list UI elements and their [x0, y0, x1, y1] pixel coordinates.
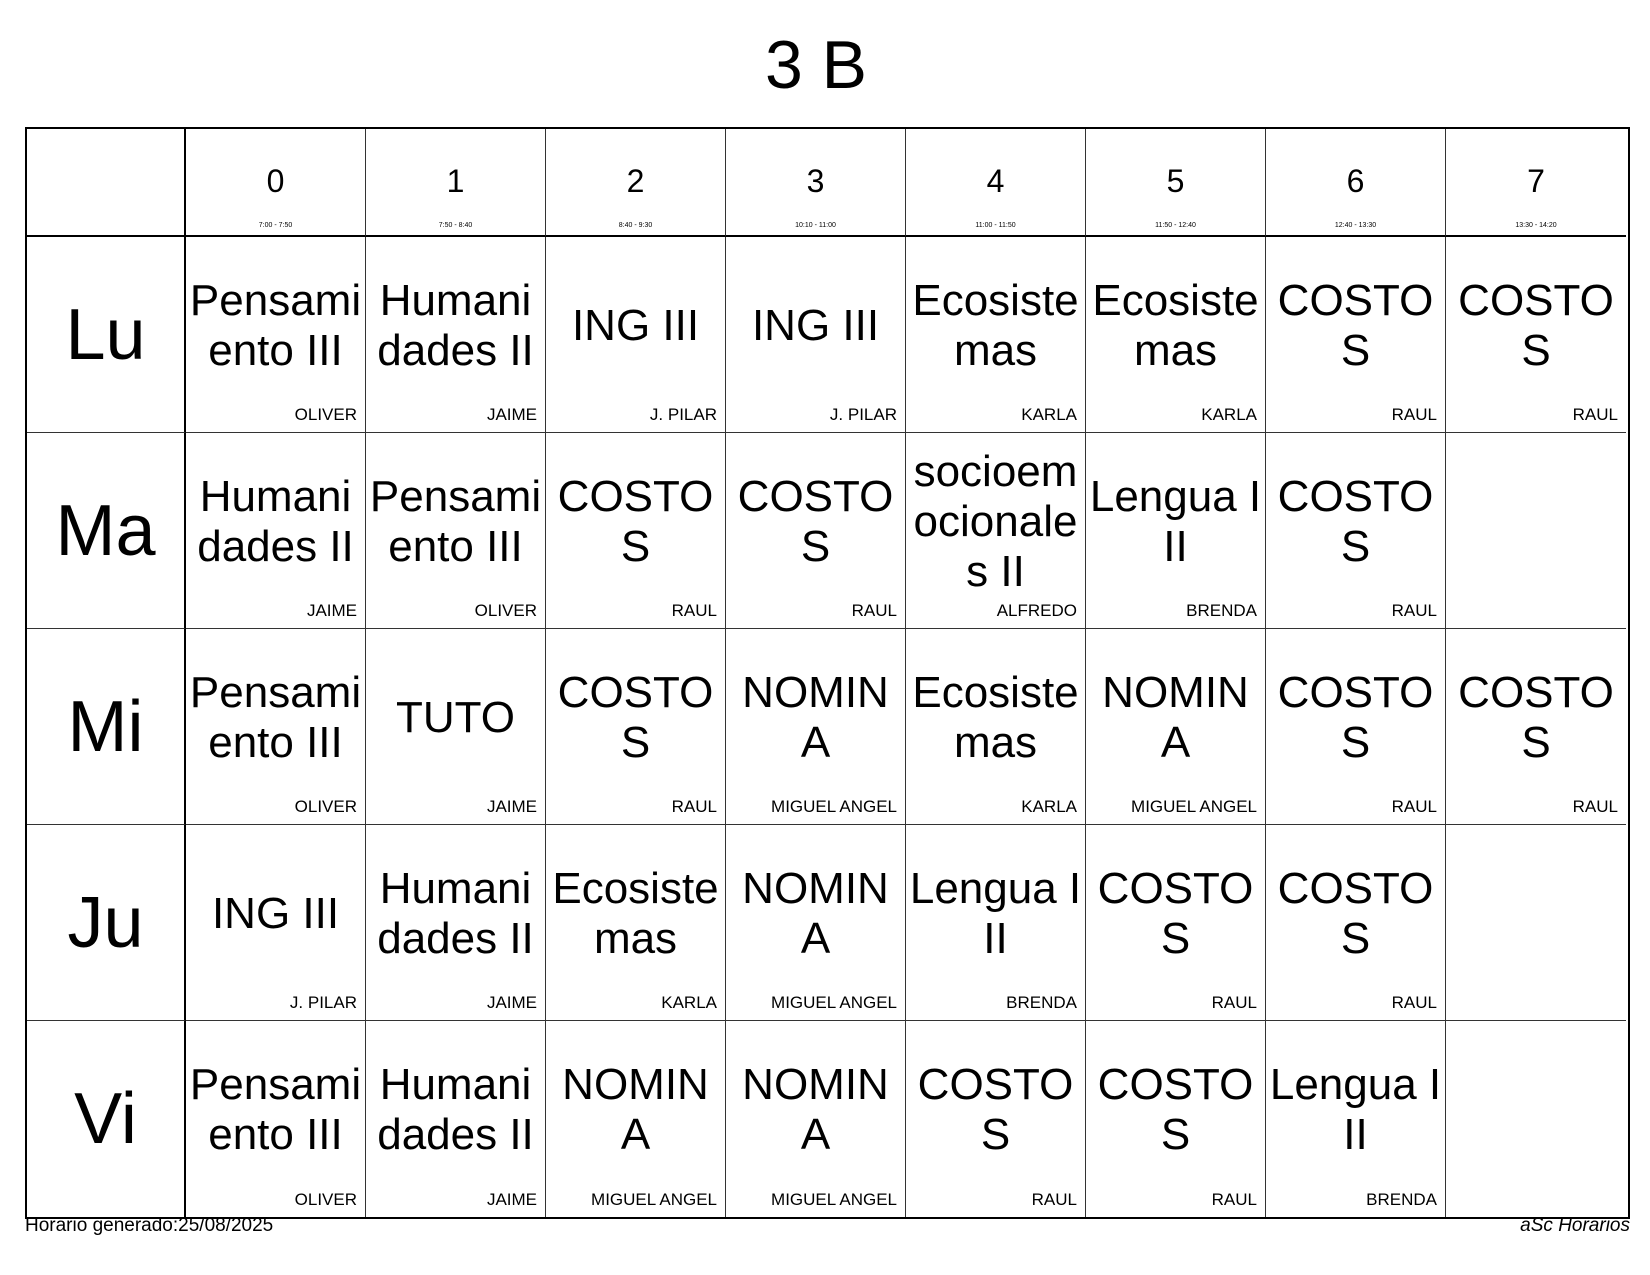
lesson-subject-text: Pensami ento III [369, 472, 542, 571]
lesson-cell [366, 629, 546, 825]
period-header [906, 129, 1086, 237]
lesson-subject-text: Humani dades II [377, 864, 534, 963]
lesson-teacher: MIGUEL ANGEL [591, 1190, 717, 1209]
lesson-cell [726, 1021, 906, 1217]
period-number: 0 [266, 163, 285, 199]
day-label: Vi [27, 1021, 186, 1217]
lesson-subject-text: NOMIN A [742, 1060, 889, 1159]
lesson-cell [1266, 1021, 1446, 1217]
period-number: 7 [1527, 163, 1545, 199]
lesson-teacher: RAUL [1391, 405, 1437, 424]
lesson-cell [546, 629, 726, 825]
period-time: 7:00 - 7:50 [258, 222, 293, 229]
lesson-teacher: BRENDA [1006, 993, 1077, 1012]
lesson-subject [1448, 1035, 1624, 1185]
page-title: 3 B [764, 27, 868, 103]
period-header [726, 129, 906, 237]
lesson-subject [728, 839, 903, 989]
period-header [366, 129, 546, 237]
lesson-cell [1266, 237, 1446, 433]
lesson-subject-text: Ecosiste mas [1092, 276, 1259, 375]
lesson-subject [1088, 251, 1263, 401]
lesson-subject-text: socioem ocionale s II [913, 447, 1078, 596]
lesson-subject [1448, 251, 1624, 401]
lesson-cell [1446, 629, 1626, 825]
lesson-subject-text: COSTO S [1458, 276, 1614, 375]
lesson-teacher: JAIME [306, 601, 357, 620]
lesson-cell [906, 237, 1086, 433]
lesson-subject-text: Lengua III [909, 864, 1082, 963]
lesson-teacher: OLIVER [294, 1190, 357, 1209]
lesson-teacher: RAUL [1391, 993, 1437, 1012]
day-label: Ju [27, 825, 186, 1021]
lesson-subject-text: COSTO S [1277, 864, 1434, 963]
lesson-teacher: BRENDA [1366, 1190, 1437, 1209]
lesson-teacher: RAUL [1211, 1190, 1257, 1209]
lesson-subject [728, 251, 903, 401]
lesson-subject-text: Lengua III [1089, 472, 1262, 571]
lesson-cell [1266, 825, 1446, 1021]
lesson-subject-text: NOMIN A [562, 1060, 709, 1159]
lesson-teacher: MIGUEL ANGEL [771, 1190, 897, 1209]
lesson-cell [1086, 825, 1266, 1021]
lesson-subject-text: Ecosiste mas [912, 276, 1079, 375]
lesson-subject-text: ING III [571, 301, 700, 350]
lesson-teacher: RAUL [1572, 797, 1618, 816]
lesson-subject-text: NOMIN A [1102, 668, 1249, 767]
period-number: 4 [986, 163, 1005, 199]
lesson-cell [726, 825, 906, 1021]
lesson-subject [728, 447, 903, 597]
period-time: 11:00 - 11:50 [975, 222, 1016, 229]
lesson-subject-text: Lengua III [1269, 1060, 1442, 1159]
lesson-subject [368, 839, 543, 989]
lesson-cell [1446, 825, 1626, 1021]
lesson-cell [186, 825, 366, 1021]
lesson-subject [188, 643, 363, 793]
period-header [1086, 129, 1266, 237]
lesson-cell [726, 433, 906, 629]
lesson-subject [1448, 839, 1624, 989]
period-header [1266, 129, 1446, 237]
period-time: 8:40 - 9:30 [618, 222, 653, 229]
lesson-subject [548, 643, 723, 793]
lesson-subject [368, 643, 543, 793]
lesson-teacher: RAUL [1211, 993, 1257, 1012]
lesson-teacher: RAUL [671, 797, 717, 816]
lesson-subject-text: ING III [211, 889, 340, 938]
lesson-cell [186, 237, 366, 433]
lesson-subject-text: TUTO [396, 693, 515, 742]
period-number: 6 [1346, 163, 1365, 199]
lesson-teacher: KARLA [1201, 405, 1257, 424]
lesson-teacher: JAIME [486, 993, 537, 1012]
lesson-subject [908, 1035, 1083, 1185]
lesson-cell [906, 629, 1086, 825]
lesson-subject-text: COSTO S [1277, 472, 1434, 571]
lesson-teacher: KARLA [1021, 797, 1077, 816]
timetable-grid [25, 127, 1630, 1219]
lesson-subject [548, 447, 723, 597]
lesson-teacher: RAUL [1391, 601, 1437, 620]
lesson-subject [1268, 643, 1443, 793]
lesson-subject [908, 839, 1083, 989]
lesson-subject-text: COSTO S [917, 1060, 1074, 1159]
day-label: Mi [27, 629, 186, 825]
period-header [1446, 129, 1626, 237]
lesson-teacher: MIGUEL ANGEL [1131, 797, 1257, 816]
day-label: Lu [27, 237, 186, 433]
lesson-teacher: JAIME [486, 797, 537, 816]
lesson-cell [186, 433, 366, 629]
lesson-cell [1086, 433, 1266, 629]
lesson-subject [1448, 447, 1624, 597]
lesson-subject [1268, 1035, 1443, 1185]
lesson-subject-text: NOMIN A [742, 864, 889, 963]
lesson-subject-text: Pensami ento III [189, 668, 362, 767]
lesson-teacher: RAUL [671, 601, 717, 620]
lesson-cell [366, 1021, 546, 1217]
lesson-cell [1266, 433, 1446, 629]
lesson-teacher: ALFREDO [996, 601, 1077, 620]
lesson-subject-text: Humani dades II [377, 1060, 534, 1159]
period-time: 7:50 - 8:40 [438, 222, 473, 229]
lesson-cell [366, 825, 546, 1021]
lesson-cell [186, 1021, 366, 1217]
lesson-subject-text: COSTO S [1458, 668, 1614, 767]
lesson-cell [546, 433, 726, 629]
lesson-teacher: J. PILAR [829, 405, 897, 424]
lesson-subject-text: Pensami ento III [189, 276, 362, 375]
lesson-subject-text: COSTO S [1277, 276, 1434, 375]
lesson-cell [726, 629, 906, 825]
lesson-cell [366, 433, 546, 629]
period-time: 10:10 - 11:00 [795, 222, 836, 229]
period-number: 1 [446, 163, 465, 199]
lesson-subject [1088, 447, 1263, 597]
lesson-subject [368, 447, 543, 597]
lesson-teacher: JAIME [486, 405, 537, 424]
period-number: 3 [806, 163, 825, 199]
lesson-subject-text: Pensami ento III [189, 1060, 362, 1159]
lesson-subject [908, 643, 1083, 793]
lesson-cell [1446, 1021, 1626, 1217]
lesson-cell [546, 237, 726, 433]
lesson-subject [908, 251, 1083, 401]
lesson-subject [1268, 839, 1443, 989]
lesson-subject [1088, 643, 1263, 793]
lesson-subject-text: COSTO S [1277, 668, 1434, 767]
brand-label: aSc Horarios [1520, 1215, 1630, 1236]
lesson-cell [906, 1021, 1086, 1217]
lesson-teacher: MIGUEL ANGEL [771, 797, 897, 816]
lesson-subject [548, 251, 723, 401]
lesson-teacher: RAUL [1391, 797, 1437, 816]
lesson-subject [188, 1035, 363, 1185]
lesson-subject [1268, 251, 1443, 401]
lesson-subject [368, 1035, 543, 1185]
day-label: Ma [27, 433, 186, 629]
lesson-subject [1268, 447, 1443, 597]
lesson-teacher: JAIME [486, 1190, 537, 1209]
lesson-subject-text: Ecosiste mas [912, 668, 1079, 767]
lesson-subject [548, 1035, 723, 1185]
lesson-cell [1446, 237, 1626, 433]
lesson-cell [1086, 629, 1266, 825]
period-number: 5 [1166, 163, 1185, 199]
period-number: 2 [626, 163, 645, 199]
lesson-teacher: MIGUEL ANGEL [771, 993, 897, 1012]
lesson-cell [366, 237, 546, 433]
lesson-subject-text: NOMIN A [742, 668, 889, 767]
lesson-subject [728, 1035, 903, 1185]
lesson-subject [1088, 1035, 1263, 1185]
lesson-subject-text: COSTO S [737, 472, 894, 571]
lesson-subject [1088, 839, 1263, 989]
lesson-teacher: KARLA [1021, 405, 1077, 424]
period-header [186, 129, 366, 237]
lesson-subject [368, 251, 543, 401]
lesson-subject [188, 447, 363, 597]
period-time: 12:40 - 13:30 [1334, 222, 1377, 229]
lesson-teacher: OLIVER [294, 405, 357, 424]
lesson-subject-text: COSTO S [557, 472, 714, 571]
period-time: 13:30 - 14:20 [1515, 222, 1557, 229]
period-header [546, 129, 726, 237]
lesson-teacher: RAUL [1572, 405, 1618, 424]
lesson-teacher: OLIVER [474, 601, 537, 620]
period-time: 11:50 - 12:40 [1155, 222, 1196, 229]
lesson-subject [188, 839, 363, 989]
lesson-subject [548, 839, 723, 989]
lesson-teacher: RAUL [1031, 1190, 1077, 1209]
lesson-cell [186, 629, 366, 825]
lesson-teacher: BRENDA [1186, 601, 1257, 620]
lesson-teacher: KARLA [661, 993, 717, 1012]
lesson-subject-text: ING III [751, 301, 880, 350]
lesson-subject [1448, 643, 1624, 793]
lesson-cell [1086, 1021, 1266, 1217]
lesson-subject-text: Ecosiste mas [552, 864, 719, 963]
lesson-subject-text: COSTO S [1097, 1060, 1254, 1159]
lesson-cell [546, 1021, 726, 1217]
lesson-cell [906, 825, 1086, 1021]
generated-date: Horario generado:25/08/2025 [25, 1215, 274, 1236]
lesson-cell [1086, 237, 1266, 433]
lesson-teacher: OLIVER [294, 797, 357, 816]
lesson-subject-text: COSTO S [557, 668, 714, 767]
lesson-teacher: RAUL [851, 601, 897, 620]
lesson-cell [1446, 433, 1626, 629]
lesson-teacher: J. PILAR [649, 405, 717, 424]
lesson-subject-text: COSTO S [1097, 864, 1254, 963]
header-corner [27, 129, 186, 237]
lesson-subject-text: Humani dades II [377, 276, 534, 375]
lesson-teacher: J. PILAR [289, 993, 357, 1012]
lesson-cell [726, 237, 906, 433]
lesson-subject [908, 447, 1083, 597]
lesson-cell [906, 433, 1086, 629]
lesson-subject [188, 251, 363, 401]
lesson-subject-text: Humani dades II [197, 472, 354, 571]
lesson-subject [728, 643, 903, 793]
lesson-cell [1266, 629, 1446, 825]
lesson-cell [546, 825, 726, 1021]
